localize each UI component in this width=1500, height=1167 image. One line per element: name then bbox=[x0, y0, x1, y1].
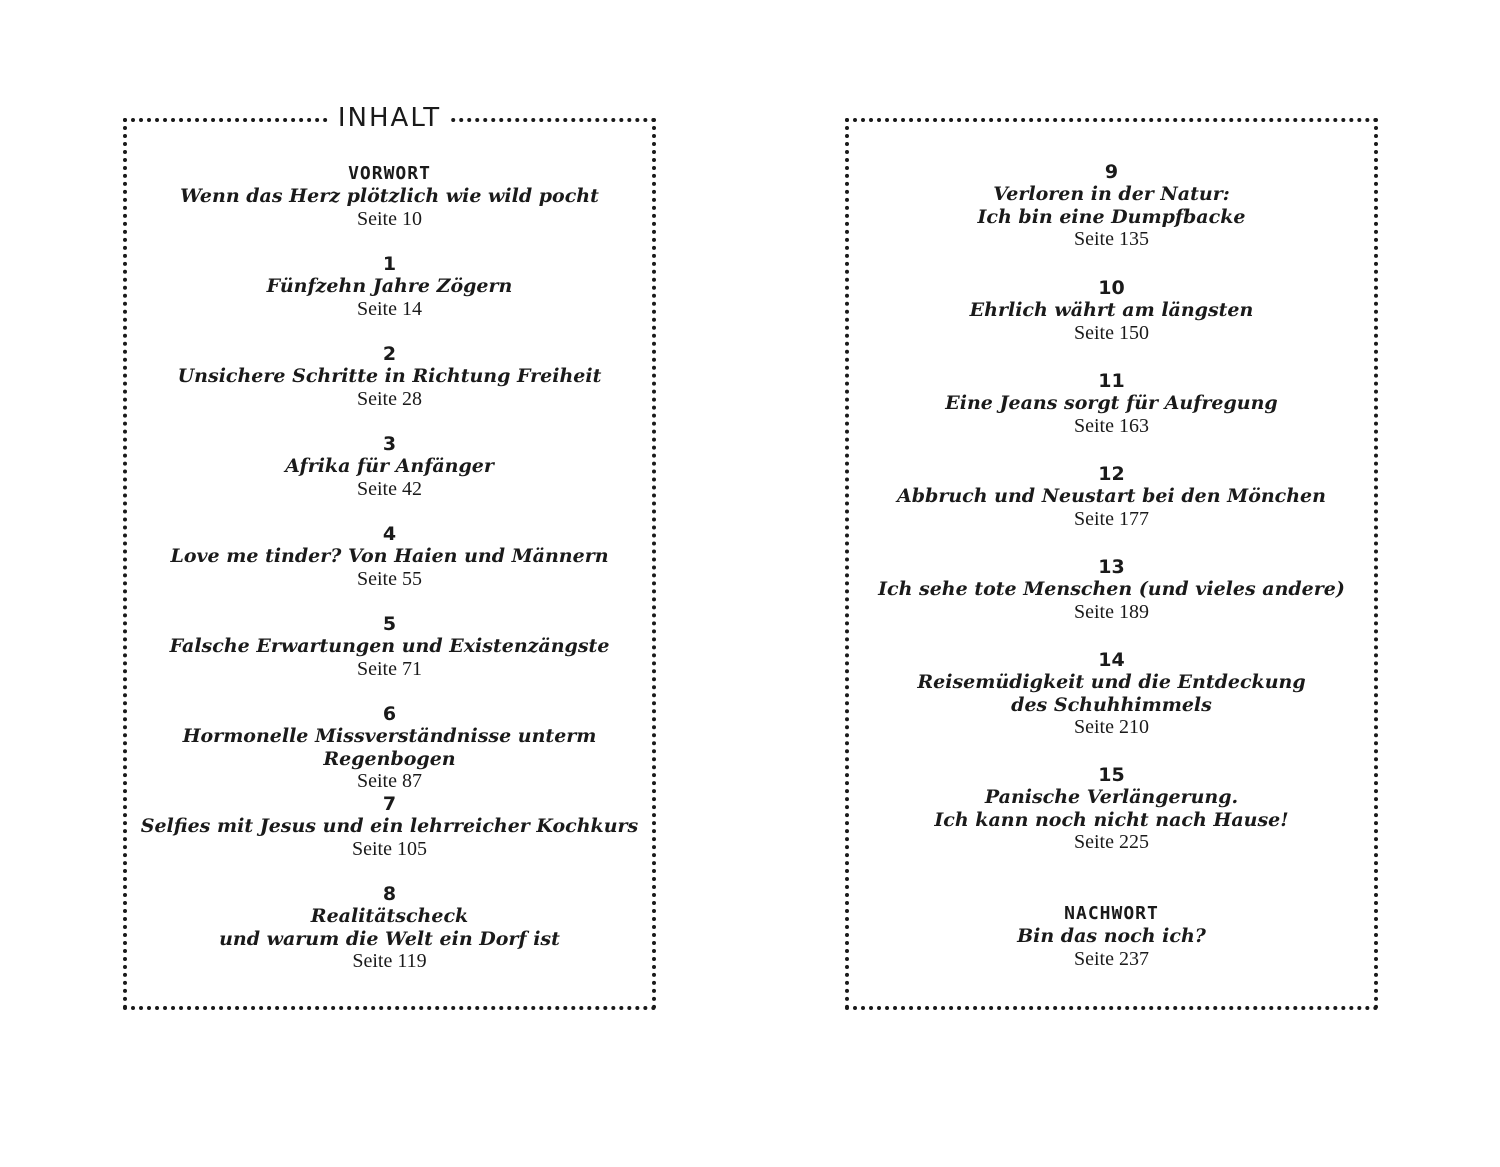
chapter-title: Falsche Erwartungen und Existenzängste bbox=[169, 635, 610, 657]
toc-entry bbox=[849, 370, 1374, 437]
chapter-title: Verloren in der Natur: bbox=[993, 183, 1230, 205]
toc-entry bbox=[127, 883, 652, 973]
toc-entry bbox=[127, 253, 652, 320]
chapter-number: 14 bbox=[1098, 649, 1125, 671]
chapter-number: 2 bbox=[382, 343, 397, 365]
toc-entry bbox=[849, 649, 1374, 739]
toc-entry bbox=[127, 613, 652, 680]
page-reference: Seite 87 bbox=[357, 770, 422, 792]
toc-entry bbox=[849, 277, 1374, 344]
page-reference: Seite 55 bbox=[357, 567, 422, 590]
page-reference: Seite 189 bbox=[1074, 600, 1149, 623]
page-reference: Seite 210 bbox=[1074, 716, 1149, 738]
chapter-number: 3 bbox=[382, 433, 397, 455]
chapter-title: Unsichere Schritte in Richtung Freiheit bbox=[177, 365, 602, 387]
toc-panel-left bbox=[123, 103, 656, 1010]
toc-entry bbox=[849, 556, 1374, 623]
chapter-title: Ich sehe tote Menschen (und vieles andere) bbox=[878, 578, 1345, 600]
page-reference: Seite 42 bbox=[357, 477, 422, 500]
toc-entry bbox=[849, 764, 1374, 854]
chapter-title: Realitätscheck bbox=[310, 905, 469, 927]
toc-entry bbox=[127, 793, 652, 860]
page-reference: Seite 135 bbox=[1074, 228, 1149, 250]
page-reference: Seite 105 bbox=[352, 837, 427, 860]
toc-entry bbox=[849, 463, 1374, 530]
chapter-title: Wenn das Herz plötzlich wie wild pocht bbox=[180, 185, 599, 207]
chapter-number: 13 bbox=[1098, 556, 1125, 578]
toc-panel-right bbox=[845, 118, 1378, 1010]
chapter-title: Reisemüdigkeit und die Entdeckung bbox=[917, 671, 1306, 693]
chapter-number: 6 bbox=[382, 703, 397, 725]
chapter-title: Ich bin eine Dumpfbacke bbox=[977, 205, 1246, 228]
toc-entry bbox=[127, 343, 652, 410]
chapter-title: Fünfzehn Jahre Zögern bbox=[266, 275, 513, 297]
page-reference: Seite 163 bbox=[1074, 414, 1149, 437]
page-reference: Seite 225 bbox=[1074, 831, 1149, 853]
page-reference: Seite 14 bbox=[357, 297, 422, 320]
page-reference: Seite 237 bbox=[1074, 947, 1149, 970]
chapter-number: 15 bbox=[1098, 764, 1125, 786]
chapter-number: 4 bbox=[382, 523, 397, 545]
toc-entry bbox=[849, 161, 1374, 251]
chapter-number: 9 bbox=[1104, 161, 1119, 183]
chapter-title: Ehrlich währt am längsten bbox=[969, 299, 1254, 321]
page-reference: Seite 119 bbox=[352, 950, 427, 972]
chapter-number: 1 bbox=[382, 253, 397, 275]
chapter-number: 8 bbox=[382, 883, 397, 905]
chapter-title: Ich kann noch nicht nach Hause! bbox=[934, 808, 1289, 831]
toc-entry bbox=[849, 903, 1374, 970]
chapter-number: 5 bbox=[382, 613, 397, 635]
page-reference: Seite 177 bbox=[1074, 507, 1149, 530]
toc-entry bbox=[127, 163, 652, 230]
chapter-title: und warum die Welt ein Dorf ist bbox=[219, 927, 560, 950]
chapter-title: Bin das noch ich? bbox=[1017, 925, 1206, 947]
chapter-number: 12 bbox=[1098, 463, 1125, 485]
chapter-title: des Schuhhimmels bbox=[1011, 693, 1212, 716]
toc-entry bbox=[127, 523, 652, 590]
chapter-title: Abbruch und Neustart bei den Mönchen bbox=[897, 485, 1326, 507]
section-heading: VORWORT bbox=[348, 163, 431, 184]
toc-entry bbox=[127, 433, 652, 500]
toc-entry bbox=[127, 703, 652, 793]
section-heading: NACHWORT bbox=[1064, 903, 1159, 924]
page-reference: Seite 71 bbox=[357, 657, 422, 680]
chapter-title: Panische Verlängerung. bbox=[984, 786, 1239, 808]
chapter-title: Afrika für Anfänger bbox=[285, 455, 494, 477]
chapter-number: 7 bbox=[382, 793, 397, 815]
chapter-title: Love me tinder? Von Haien und Männern bbox=[170, 545, 609, 567]
chapter-title: Hormonelle Missverständnisse unterm Regenbogen bbox=[182, 725, 597, 770]
toc-title: INHALT bbox=[330, 101, 449, 135]
chapter-title: Selfies mit Jesus und ein lehrreicher Kochkurs bbox=[140, 815, 639, 837]
chapter-number: 10 bbox=[1098, 277, 1125, 299]
page-reference: Seite 150 bbox=[1074, 321, 1149, 344]
chapter-title: Eine Jeans sorgt für Aufregung bbox=[945, 392, 1278, 414]
page-reference: Seite 10 bbox=[357, 207, 422, 230]
chapter-number: 11 bbox=[1098, 370, 1125, 392]
page-reference: Seite 28 bbox=[357, 387, 422, 410]
